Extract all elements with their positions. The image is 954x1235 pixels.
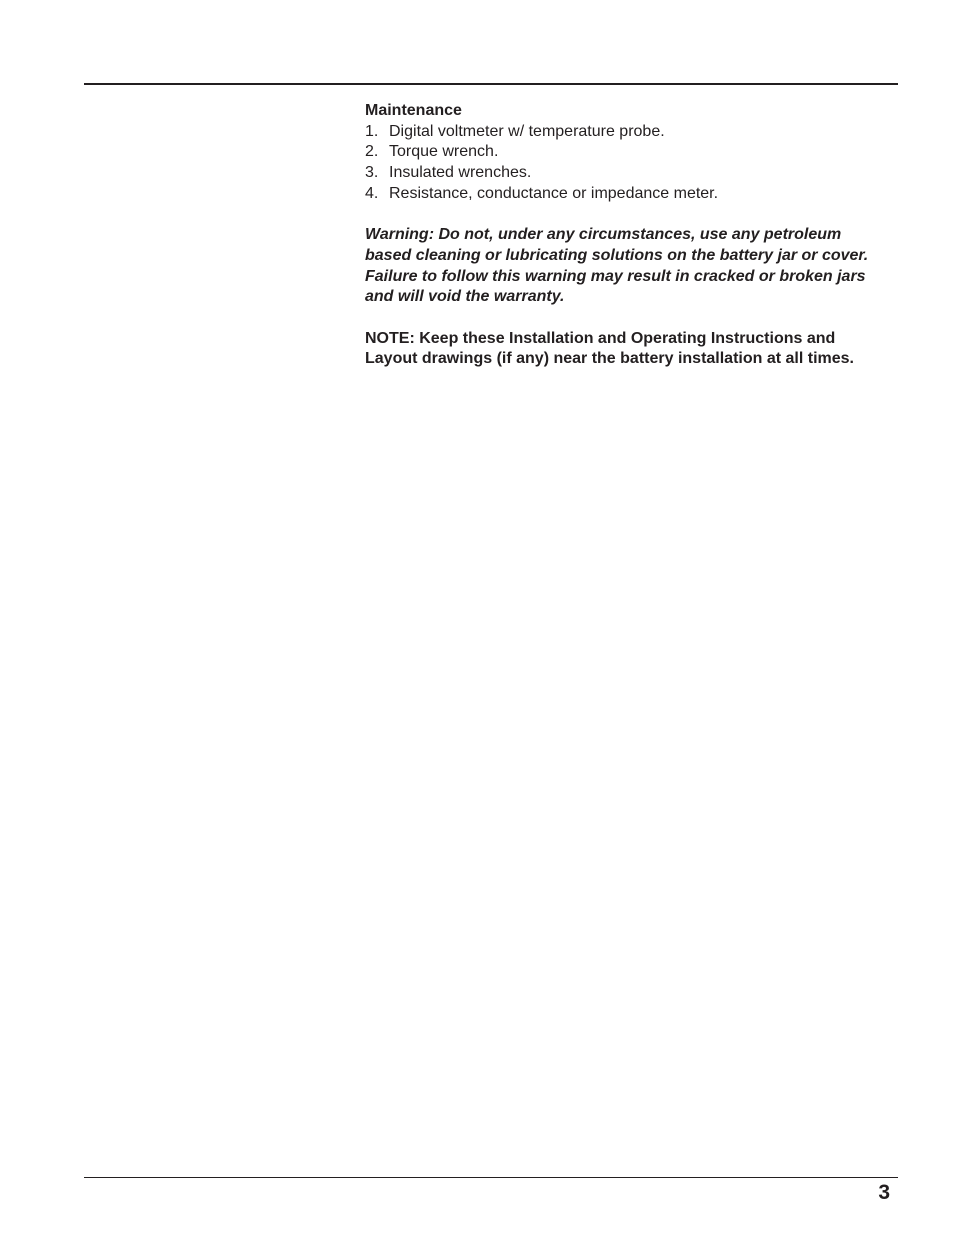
list-item-number: 1.: [365, 122, 379, 140]
section-heading: Maintenance: [365, 102, 462, 119]
page-number: 3: [878, 1181, 890, 1204]
list-item-text: Digital voltmeter w/ temperature probe.: [389, 122, 665, 140]
main-content: [365, 101, 925, 370]
warning-line: Failure to follow this warning may result in cracked or broken jars: [365, 267, 866, 285]
list-item-text: Torque wrench.: [389, 143, 499, 161]
footer-rule: [84, 1177, 898, 1178]
list-item-number: 2.: [365, 143, 379, 161]
list-item: [365, 163, 925, 184]
list-item-text: Resistance, conductance or impedance meter.: [389, 184, 719, 202]
list-item-number: 3.: [365, 164, 379, 182]
note-paragraph: [365, 329, 925, 370]
warning-line: and will void the warranty.: [365, 288, 565, 306]
warning-line: based cleaning or lubricating solutions on the battery jar or cover.: [365, 246, 869, 264]
warning-paragraph: [365, 225, 913, 308]
maintenance-list: [365, 122, 925, 205]
list-item: [365, 142, 925, 163]
list-item: [365, 122, 925, 143]
list-item: [365, 184, 925, 205]
warning-line: Warning: Do not, under any circumstances, use any petroleum: [365, 226, 842, 244]
note-line: Layout drawings (if any) near the battery installation at all times.: [365, 350, 854, 368]
list-item-number: 4.: [365, 184, 379, 202]
header-rule: [84, 83, 898, 85]
list-item-text: Insulated wrenches.: [389, 164, 532, 182]
note-line: NOTE: Keep these Installation and Operating Instructions and: [365, 329, 836, 347]
